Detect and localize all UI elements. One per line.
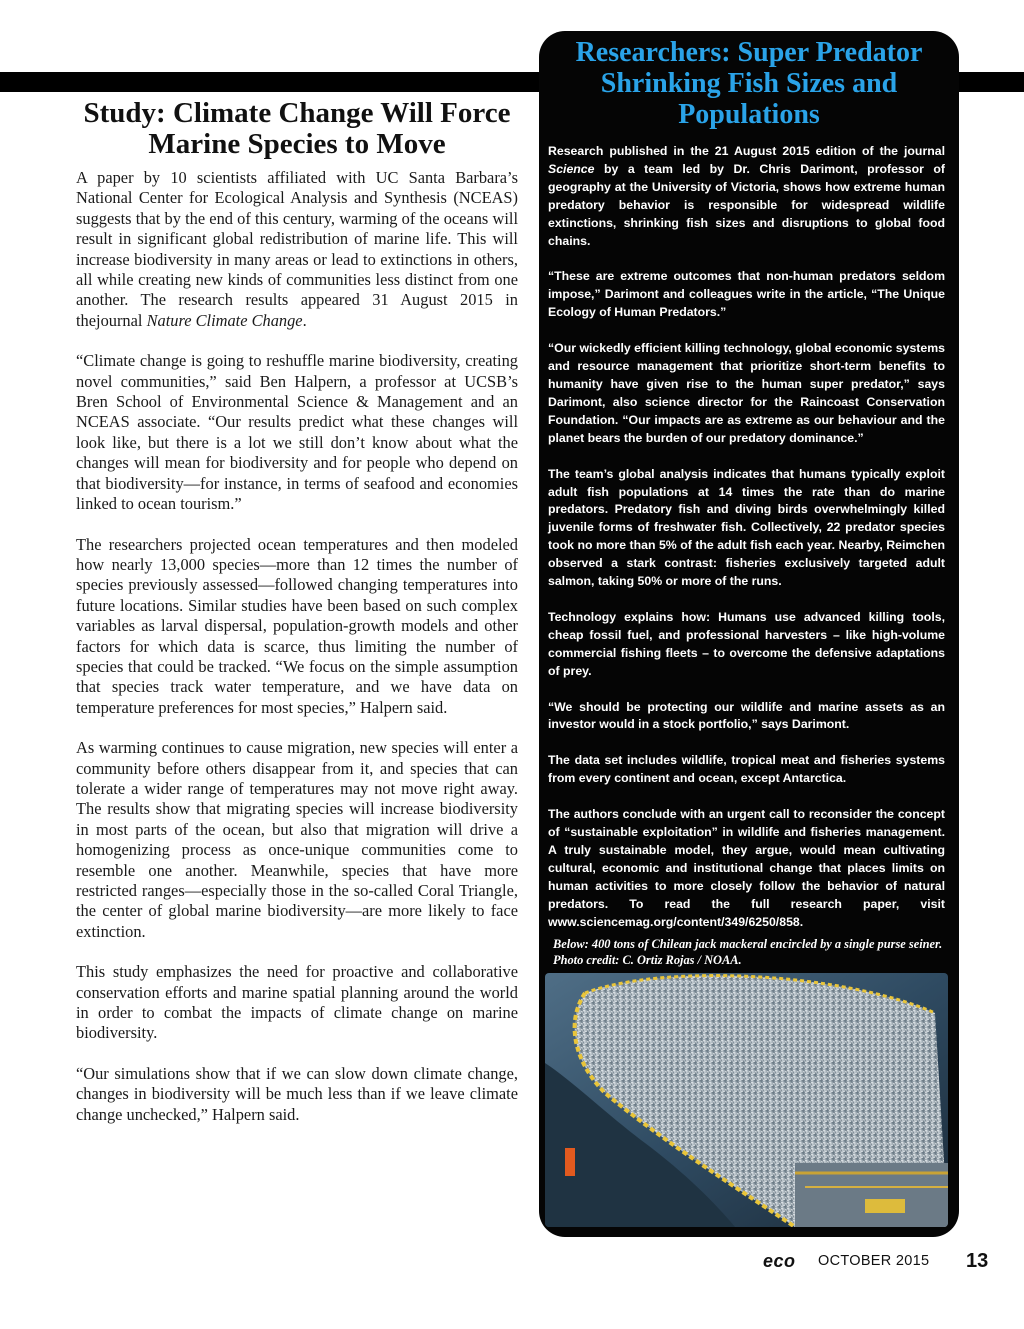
sidebar-paragraph-1: Research published in the 21 August 2015 edition of the journal Science by a team led by Dr. Chris Darimont, professor of geography at the University of Victoria, shows how extreme human predatory behavior is responsible for widespread wildlife extinctions, shrinking fish sizes and disruptions to global food chains. [548, 144, 945, 248]
sidebar-paragraph-4: The team’s global analysis indicates that humans typically exploit adult fish populations at 14 times the rate than do marine predators. Predatory fish and diving birds overwhelmingly killed juvenile forms of freshwater fish. Collectively, 22 predator species took no more than 5% of the adult fish each year. Nearby, Reimchen observed a stark contrast: fisheries exclusively targeted adult salmon, taking 50% or more of the runs. [548, 466, 945, 589]
left-paragraph-2: “Climate change is going to reshuffle marine biodiversity, creating novel communities,” said Ben Halpern, a professor at UCSB’s Bren School of Environmental Science & Management and an NCEAS associate. “Our results predict what these changes will look like, but there is a lot we still don’t know about what the changes will mean for biodiversity and for people who depend on that biodiversity—for instance, in terms of seafood and economies linked to ocean tourism.” [76, 351, 518, 514]
sidebar-paragraph-7: The data set includes wildlife, tropical meat and fisheries systems from every continent and ocean, except Antarctica. [548, 753, 945, 786]
page-footer [760, 1251, 1000, 1273]
issue-date: OCTOBER 2015 [818, 1253, 930, 1269]
sidebar-paragraph-3: “Our wickedly efficient killing technology, global economic systems and resource management that prioritize short-term benefits to humanity have given rise to the human super predator,” says Darimont, also science director for the Raincoast Conservation Foundation. “Our impacts are as extreme as our behaviour and the planet bears the burden of our predatory dominance.” [548, 341, 945, 445]
left-article-title: Study: Climate Change Will Force Marine Species to Move [83, 97, 511, 160]
sidebar-paragraph-6: “We should be protecting our wildlife and marine assets as an investor would in a stock portfolio,” says Darimont. [548, 699, 945, 732]
left-paragraph-6: “Our simulations show that if we can slow down climate change, changes in biodiversity will be much less than if we leave climate change unchecked,” Halpern said. [76, 1063, 518, 1124]
sidebar-paragraph-5: Technology explains how: Humans use advanced killing tools, cheap fossil fuel, and professional harvesters – like high-volume commercial fishing fleets – to overcome the defensive adaptations of prey. [548, 609, 945, 678]
sidebar-body [548, 143, 945, 950]
photo-caption: Below: 400 tons of Chilean jack mackeral encircled by a single purse seiner. Photo credit: C. Ortiz Rojas / NOAA. [553, 937, 943, 967]
sidebar-paragraph-8: The authors conclude with an urgent call to reconsider the concept of “sustainable exploitation” in wildlife and fisheries management. A truly sustainable model, they argue, would mean cultivating cultural, economic and institutional change that places limits on human activities to more closely follow the behavior of natural predators. To read the full research paper, visit www.sciencemag.org/content/349/6250/858. [548, 807, 945, 929]
left-paragraph-5: This study emphasizes the need for proactive and collaborative conservation efforts and marine spatial planning around the world in order to combat the impacts of climate change on marine biodiversity. [76, 962, 518, 1043]
sidebar-article [539, 31, 959, 1237]
page-number: 13 [966, 1250, 989, 1272]
left-paragraph-4: As warming continues to cause migration, new species will enter a community before others disappear from it, and species that can tolerate a wider range of temperatures may not move right away. The results show that migrating species will increase biodiversity in most parts of the ocean, but also that migration will drive a homogenizing process as once-unique communities come to resemble one another. Meanwhile, species that have more restricted ranges—especially those in the so-called Coral Triangle, the center of global marine biodiversity—are more likely to face extinction. [76, 738, 518, 941]
magazine-logo: eco [763, 1251, 796, 1271]
fishing-net-illustration [545, 973, 948, 1227]
sidebar-paragraph-2: “These are extreme outcomes that non-human predators seldom impose,” Darimont and colleagues write in the article, “The Unique Ecology of Human Predators.” [548, 269, 945, 320]
sidebar-title: Researchers: Super Predator Shrinking Fish Sizes and Populations [575, 37, 923, 130]
left-paragraph-1: A paper by 10 scientists affiliated with UC Santa Barbara’s National Center for Ecological Analysis and Synthesis (NCEAS) suggests that by the end of this century, warming of the oceans will result in significant global redistribution of marine life. This will increase biodiversity in many areas or lead to extinctions in others, all while creating new kinds of communities less distinct from one another. The research results appeared 31 August 2015 in thejournal Nature Climate Change. [76, 168, 518, 330]
journal-name: Science [548, 161, 595, 176]
left-article [76, 98, 518, 1145]
left-paragraph-3: The researchers projected ocean temperatures and then modeled how nearly 13,000 species—more than 12 times the number of species previously assessed—followed changing temperatures into future locations. Similar studies have been based on such complex variables as larval dispersal, population-growth models and other factors for which data is scarce, thus limiting the number of species that could be tracked. “We focus on the simple assumption that species track water temperature, and we have data on temperature preferences for most species,” Halpern said. [76, 534, 518, 717]
journal-name: Nature Climate Change [146, 310, 303, 330]
fishing-net-photo [545, 973, 948, 1227]
